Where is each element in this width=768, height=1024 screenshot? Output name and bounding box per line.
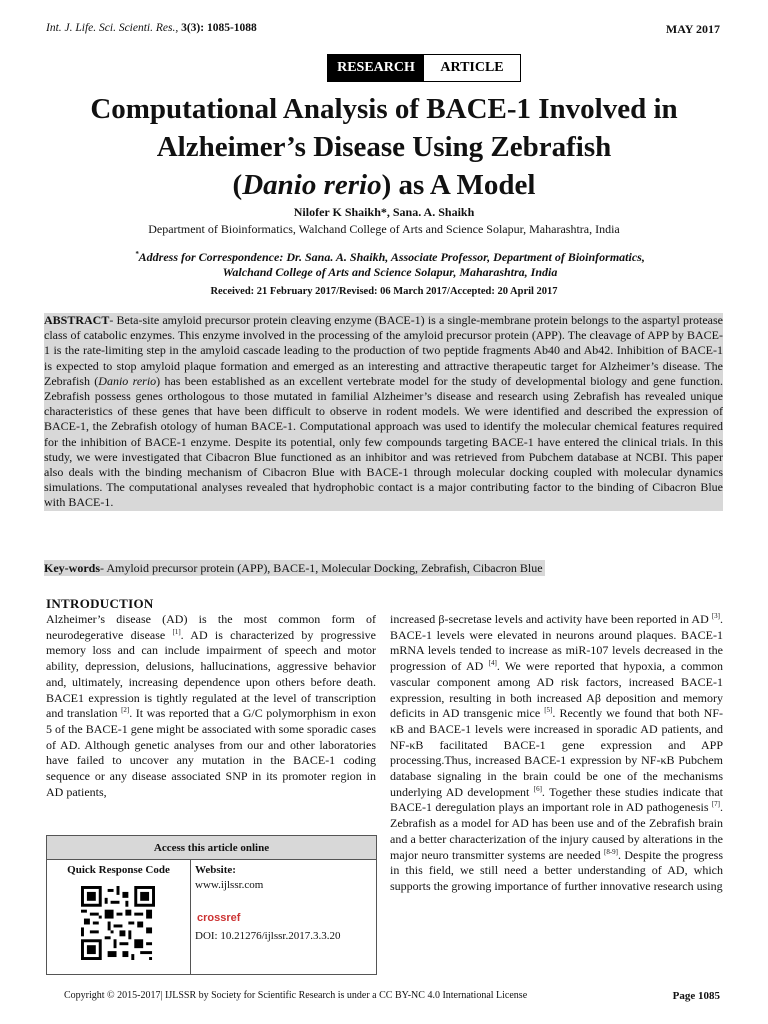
intro-text: . Zebrafish as a model for AD has been use and of the Zebrafish brain and a better characterization of the injury caused by alterations in the major neuro transmitter systems are needed xyxy=(390,800,723,862)
citation-ref[interactable]: [1] xyxy=(172,627,181,636)
citation-ref[interactable]: [3] xyxy=(711,612,720,620)
citation-ref[interactable]: [2] xyxy=(121,706,130,715)
keywords xyxy=(44,560,545,576)
access-box-title: Access this article online xyxy=(47,836,376,860)
doi-link[interactable]: DOI: 10.21276/ijlssr.2017.3.3.20 xyxy=(195,930,341,942)
badge-article: ARTICLE xyxy=(424,55,520,81)
website-section xyxy=(191,860,376,974)
qr-label: Quick Response Code xyxy=(67,864,170,876)
correspondence-line-1 xyxy=(60,250,720,265)
page-number: Page 1085 xyxy=(672,990,720,1002)
title-line-1: Computational Analysis of BACE-1 Involved in xyxy=(90,93,678,125)
abstract-text-2: ) has been established as an excellent vertebrate model for the study of developmental biology and gene function. Zebrafish possess genes orthologous to those mutated in familial Alzheimer’s disease and research using Zebrafish has revealed unique characteristics of these genes that have been difficult to observe in rodent models. We were identified and described the expression of BACE-1, the Zebrafish otology of human BACE-1. Computational approach was used to identify the molecular chemical features required for the inhibition of BACE-1 enzyme. Despite its potential, only few compounds targeting BACE-1 have entered the clinical trials. In this study, we were investigated that Cibacron Blue functioned as an inhibitor and was retrieved from Pubchem database at NCBI. This paper also deals with the binding mechanism of Cibacron Blue with BACE-1 through molecular docking coupled with molecular dynamics simulations. The computational analyses revealed that hydrophobic contact is a major contributing factor to the binding of Cibacron Blue with BACE-1. xyxy=(44,373,723,510)
keywords-label: Key-words xyxy=(44,561,100,575)
title-paren: ( xyxy=(232,169,243,201)
intro-text: . Together these studies indicate that BACE-1 deregulation plays an important role in AD pathogenesis xyxy=(390,784,723,815)
crossref-logo: crossref xyxy=(197,912,241,924)
citation-ref[interactable]: [4] xyxy=(488,659,497,668)
citation-ref[interactable]: [8-9] xyxy=(603,847,618,856)
authors: Nilofer K Shaikh*, Sana. A. Shaikh xyxy=(293,205,475,219)
citation-ref[interactable]: [5] xyxy=(544,706,553,715)
badge-research: RESEARCH xyxy=(328,55,424,81)
citation-ref[interactable]: [7] xyxy=(711,800,720,809)
copyright-footer: Copyright © 2015-2017| IJLSSR by Society for Scientific Research is under a CC BY-NC 4.0 International License xyxy=(64,990,528,1001)
article-type-badge xyxy=(327,54,521,82)
website-link[interactable]: www.ijlssr.com xyxy=(195,879,264,891)
correspondence xyxy=(60,250,720,280)
abstract-species: Danio rerio xyxy=(98,373,157,388)
intro-text: . AD is characterized by progressive memory loss and can include impairment of speech and motor ability, depression, delusions, hallucinations, aggressive behavior and, ultimately, increasing dependence upon others before death. BACE1 expression is tightly regulated at the level of transcription and translation xyxy=(46,627,376,721)
issue-date: MAY 2017 xyxy=(665,22,720,36)
abstract xyxy=(44,313,723,511)
title-line-2: Alzheimer’s Disease Using Zebrafish xyxy=(156,131,612,163)
intro-text: . It was reported that a G/C polymorphism in exon 5 of the BACE-1 gene might be associated with some sporadic cases of AD. Although genetic analyses from our and other laboratories have failed to uncover any mutation in the BACE-1 coding sequence or any disease associated SNP in its promoter region in AD patients, xyxy=(46,706,376,799)
abstract-label: ABSTRACT xyxy=(44,313,110,327)
abstract-text-1: - Beta-site amyloid precursor protein cleaving enzyme (BACE-1) is a single-membrane protein belongs to the aspartyl protease class of catabolic enzymes. This enzyme involved in the processing of the amyloid precursor protein (APP). The cleavage of APP by BACE-1 is the rate-limiting step in the amyloid cascade leading to the production of two peptide fragments Ab40 and Ab42. Inhibition of BACE-1 is expected to stop amyloid plaque formation and emerged as an interesting and attractive therapeutic target for Alzheimer’s disease. The Zebrafish ( xyxy=(44,313,723,388)
correspondence-star: * xyxy=(135,250,139,258)
intro-text: Alzheimer’s disease (AD) is the most common form of neurodegerative disease xyxy=(46,612,376,642)
qr-code-icon[interactable] xyxy=(81,886,155,960)
qr-section xyxy=(47,860,191,974)
journal-name: Int. J. Life. Sci. Scienti. Res., xyxy=(46,22,182,34)
intro-text: . Recently we found that both NF-κB and BACE-1 levels were increased in sporadic AD patients, and NF-κB facilitated BACE-1 gene expression and APP processing.Thus, increased BACE-1 expression by NF-κB Pubchem database signaling in the brain could be one of the mechanisms underlying AD development xyxy=(390,706,723,799)
title-species: Danio rerio xyxy=(242,169,382,201)
received-dates: Received: 21 February 2017/Revised: 06 March 2017/Accepted: 20 April 2017 xyxy=(210,286,558,297)
correspondence-line-2: Walchand College of Arts and Science Solapur, Maharashtra, India xyxy=(222,265,558,279)
introduction-heading: INTRODUCTION xyxy=(46,596,154,611)
intro-column-left xyxy=(46,612,376,800)
title-line-3-rest: ) as A Model xyxy=(381,169,536,201)
affiliation: Department of Bioinformatics, Walchand College of Arts and Science Solapur, Maharashtra, India xyxy=(148,222,620,236)
intro-text: . Despite the progress in this field, we still need a better understanding of AD, which supports the growing importance of further innovative research using xyxy=(390,847,723,893)
access-online-box xyxy=(46,835,377,975)
journal-citation xyxy=(46,22,257,34)
intro-text: . BACE-1 levels were elevated in neurons around plaques. BACE-1 mRNA levels tended to increase as miR-107 levels decreased in the progression of AD xyxy=(390,612,723,674)
intro-text: increased β-secretase levels and activity have been reported in AD xyxy=(390,612,712,626)
citation-ref[interactable]: [6] xyxy=(533,784,542,793)
title-line-3 xyxy=(20,166,748,204)
website-label: Website: xyxy=(195,864,236,876)
article-title xyxy=(20,90,748,204)
correspondence-text-1: Address for Correspondence: Dr. Sana. A. Shaikh, Associate Professor, Department of Bioinformatics, xyxy=(138,250,645,264)
intro-column-right xyxy=(390,612,723,895)
journal-volume: 3(3): 1085-1088 xyxy=(181,22,257,34)
intro-text: . We were reported that hypoxia, a common vascular component among AD risk factors, increased BACE-1 expression, resulting in both increased Aβ deposition and memory deficits in AD transgenic mice xyxy=(390,659,723,721)
keywords-text: - Amyloid precursor protein (APP), BACE-1, Molecular Docking, Zebrafish, Cibacron Blue xyxy=(100,561,543,575)
